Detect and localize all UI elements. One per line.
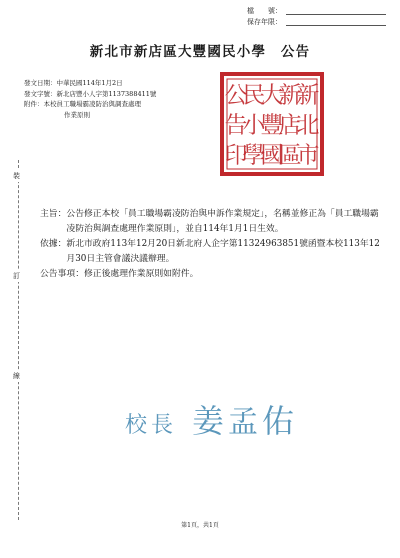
seal-glyph: 公	[224, 82, 248, 109]
signature-glyph: 佑	[261, 402, 295, 440]
issue-subject-cont: 作業原則	[64, 110, 90, 119]
seal-glyph: 區	[278, 142, 302, 169]
seal-glyph: 店	[278, 112, 302, 139]
seal-glyph: 新	[296, 82, 320, 109]
file-no-line	[286, 6, 386, 15]
seal-glyph: 民	[242, 82, 266, 109]
binding-char-zhuang: 裝	[13, 172, 20, 180]
issue-date: 發文日期：中華民國114年1月2日	[24, 79, 123, 87]
seal-glyph: 國	[260, 142, 284, 169]
seal-glyph: 北	[296, 112, 320, 139]
basis-text: 新北市政府113年12月20日新北府人企字第11324963851號函暨本校113年12月30日主管會議決議辦理。	[66, 239, 380, 264]
retention-line	[286, 17, 386, 26]
issue-subject: 附件：本校員工職場霸凌防治與調查處理	[24, 100, 141, 108]
signature-glyph: 孟	[228, 405, 258, 440]
subject-paragraph	[40, 207, 380, 237]
official-seal	[218, 70, 326, 178]
basis-label: 依據：	[40, 239, 67, 249]
seal-glyph: 豐	[260, 112, 284, 139]
seal-glyph: 學	[242, 142, 266, 169]
binding-char-ding: 訂	[13, 272, 20, 280]
binding-line	[18, 160, 20, 520]
announcement-body	[40, 207, 380, 282]
seal-glyph: 印	[224, 142, 248, 169]
retention-label: 保存年限：	[247, 18, 282, 26]
seal-glyph: 市	[296, 142, 320, 169]
signature-glyph: 校	[124, 413, 148, 438]
issue-info	[24, 78, 156, 120]
seal-glyph: 大	[260, 82, 284, 109]
signature-glyph: 姜	[191, 402, 225, 440]
retention-row	[238, 17, 386, 28]
notice-label: 公告事項：	[40, 269, 84, 279]
page-number: 第1頁，共1頁	[181, 522, 219, 529]
file-meta	[238, 6, 386, 28]
basis-paragraph	[40, 237, 380, 267]
file-no-row	[238, 6, 386, 17]
subject-text: 公告修正本校「員工職場霸凌防治與申訴作業規定」，名稱並修正為「員工職場霸凌防治與調查處理作業原則」，並自114年1月1日生效。	[66, 209, 379, 234]
notice-paragraph	[40, 267, 380, 282]
binding-char-xian: 線	[13, 372, 20, 380]
principal-signature-stamp	[118, 390, 303, 445]
seal-glyph: 小	[242, 112, 266, 139]
notice-text: 修正後處理作業原則如附件。	[84, 269, 199, 279]
signature-glyph: 長	[150, 413, 174, 438]
seal-glyph: 新	[278, 82, 302, 109]
seal-glyph: 告	[224, 112, 248, 139]
subject-label: 主旨：	[40, 209, 67, 219]
issue-ref: 發文字號：新北店豐小人字第1137388411號	[24, 89, 157, 98]
page-title: 新北市新店區大豐國民小學 公告	[89, 44, 311, 60]
file-no-label: 檔 號：	[247, 7, 282, 15]
